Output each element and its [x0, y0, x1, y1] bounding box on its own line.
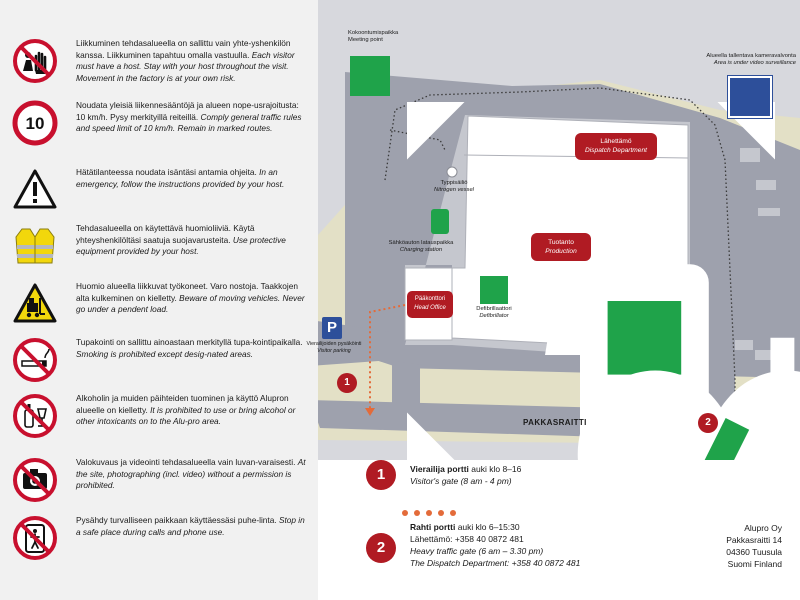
warning-exclamation-icon — [12, 167, 58, 213]
rule-text-fi: Tehdasalueella on käytettävä huomioliiviä. Käytä yhteyshenkilöltäsi saatuja suojavarusteita. — [76, 223, 255, 245]
company-address — [726, 522, 782, 570]
rule-text-en: It is prohibited to use or bring alcohol or other intoxicants on to the Alu-pro area. — [76, 404, 296, 426]
gate-2-en: Heavy traffic gate (6 am – 3.30 pm) — [410, 546, 544, 556]
nitrogen-vessel-label — [430, 180, 478, 194]
dispatch-department-label — [575, 133, 657, 160]
charging-fi: Sähköauton latauspaikka — [388, 240, 454, 246]
site-rules-panel — [0, 0, 318, 600]
parking-en: Visitor parking — [317, 348, 351, 354]
head-office-en: Head Office — [414, 304, 446, 311]
dispatch-fi: Lähettämö — [600, 138, 632, 145]
visitor-parking-label — [296, 341, 372, 355]
rule-emergency — [0, 167, 318, 227]
defibrillator-icon — [480, 276, 508, 304]
gate-2-phone-en: The Dispatch Department: +358 40 0872 481 — [410, 558, 581, 568]
meeting-point-en: Meeting point — [348, 37, 383, 43]
rule-text-en: In an emergency, follow the instructions provided by your host. — [76, 167, 285, 189]
speed-limit-10-icon — [12, 100, 58, 146]
gate-1-marker: 1 — [337, 373, 357, 393]
ev-charging-icon — [431, 209, 449, 234]
rule-text-en: Beware of moving vehicles. Never go under a pendent load. — [76, 292, 305, 314]
rule-hi-vis-vest — [0, 223, 318, 283]
rule-text-en: Use protective equipment provided by your host. — [76, 234, 286, 256]
rule-text-en: Comply general traffic rules and speed limit of 10 km/h. Remain in marked routes. — [76, 111, 302, 133]
nitrogen-fi: Typpisäiliö — [440, 180, 468, 186]
rule-text-fi: Huomio alueella liikkuvat työkoneet. Varo nostoja. Taakkojen alta kulkeminen on kielletty. — [76, 281, 298, 303]
rule-text-fi: Hätätilanteessa noudata isäntäsi antamia ohjeita. — [76, 167, 257, 177]
company-city: 04360 Tuusula — [726, 547, 782, 557]
gate-2-hours: auki klo 6–15:30 — [457, 522, 520, 532]
rule-phone-use — [0, 515, 318, 575]
rule-text-fi: Liikkuminen tehdasalueella on sallittu vain yhte-yshenkilön kanssa. Liikkuminen tapahtuu omalla vastuulla. — [76, 38, 291, 60]
camera-label-en: Area is under video surveillance — [713, 60, 796, 66]
production-fi: Tuotanto — [548, 239, 574, 246]
forklift-warning-icon — [12, 281, 58, 327]
head-office-fi: Pääkonttori — [414, 296, 446, 302]
defibrillator-en: Defibrillator — [479, 313, 509, 319]
rule-no-photography — [0, 457, 318, 517]
rule-text-en: Each visitor must have a host. Stay with your host throughout the visit. Movement in the factory is at your own risk. — [76, 49, 295, 83]
no-smoking-icon — [12, 337, 58, 383]
rule-text-fi: Noudata yleisiä liikennesääntöjä ja alueen nope-usrajoitusta: 10 km/h. Pysy merkityillä reiteillä. — [76, 100, 299, 122]
meeting-point-fi: Kokoontumispaikka — [348, 30, 399, 36]
charging-en: Charging station — [399, 247, 443, 253]
gate-1-info — [410, 463, 521, 487]
no-alcohol-icon — [12, 393, 58, 439]
rule-moving-vehicles — [0, 281, 318, 341]
no-camera-icon — [12, 457, 58, 503]
rule-text-fi: Pysähdy turvalliseen paikkaan käyttäessäsi puhe-linta. — [76, 515, 277, 525]
parking-sign-icon: P — [322, 317, 342, 339]
meeting-point-icon — [350, 56, 390, 96]
nitrogen-en: Nitrogen vessel — [434, 187, 474, 193]
gate-1-badge: 1 — [366, 460, 396, 490]
rule-text-en: At the site, photographing (incl. video) without a permission is prohibited. — [76, 457, 306, 490]
rule-host-required — [0, 38, 318, 98]
camera-surveillance-label — [646, 53, 796, 67]
speed-limit-value: 10 — [25, 114, 45, 133]
rule-text-en: Smoking is prohibited except desig-nated areas. — [76, 348, 254, 359]
charging-station-label — [376, 240, 466, 254]
gate-1-title: Vierailija portti — [410, 464, 469, 474]
rule-text-fi: Valokuvaus ja videointi tehdasalueella vain luvan-varaisesti. — [76, 457, 296, 467]
meeting-point-label — [348, 30, 398, 44]
cctv-camera-icon — [728, 76, 772, 118]
company-name: Alupro Oy — [744, 523, 782, 533]
defibrillator-fi: Defibrillaattori — [476, 306, 512, 312]
rule-no-alcohol — [0, 393, 318, 453]
gate-1-hours: auki klo 8–16 — [471, 464, 522, 474]
no-phone-walking-icon — [12, 515, 58, 561]
rule-text-en: Stop in a safe place during calls and phone use. — [76, 515, 305, 537]
company-street: Pakkasraitti 14 — [726, 535, 782, 545]
defibrillator-label — [466, 306, 522, 320]
production-en: Production — [545, 248, 577, 255]
gate-2-badge: 2 — [366, 533, 396, 563]
rule-no-smoking — [0, 337, 318, 397]
site-map — [306, 0, 800, 460]
gate-1-en: Visitor's gate (8 am - 4 pm) — [410, 476, 512, 486]
rule-text-fi: Alkoholin ja muiden päihteiden tuominen ja käyttö Alupron alueelle on kielletty. — [76, 393, 289, 415]
gate-info-area — [318, 460, 800, 600]
no-entry-hand-icon — [12, 38, 58, 84]
gate-2-marker: 2 — [698, 413, 718, 433]
street-name-label: PAKKASRAITTI — [523, 418, 587, 427]
gate-2-phone-fi: Lähettämö: +358 40 0872 481 — [410, 534, 524, 544]
gate-2-title: Rahti portti — [410, 522, 456, 532]
parking-fi: Vierailijoiden pysäköinti — [306, 341, 362, 347]
company-country: Suomi Finland — [727, 559, 782, 569]
camera-label-fi: Alueella tallentava kameravalvonta — [706, 53, 796, 59]
hi-vis-vest-icon — [12, 223, 58, 269]
route-dots-divider — [402, 503, 462, 521]
dispatch-en: Dispatch Department — [585, 147, 647, 154]
rule-speed-limit — [0, 100, 318, 160]
rule-text-fi: Tupakointi on sallittu ainoastaan merkityllä tupa-kointipaikalla. — [76, 337, 303, 347]
gate-2-info — [410, 521, 580, 569]
